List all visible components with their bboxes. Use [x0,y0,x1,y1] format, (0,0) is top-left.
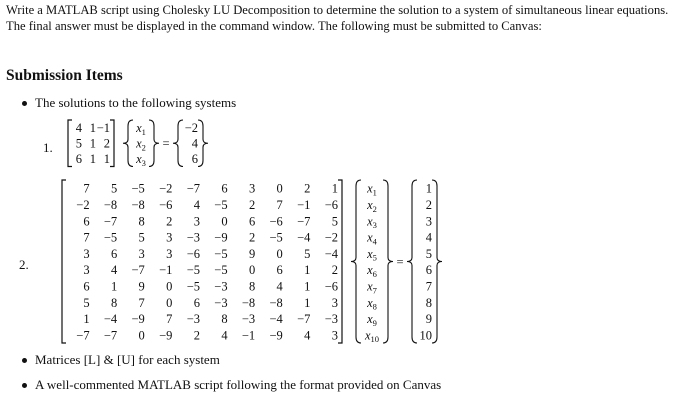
matrix-entry: −7 [297,312,311,327]
matrix-entry: 3 [166,230,173,245]
equals-sign: = [162,136,170,151]
matrix-entry: −7 [186,181,200,196]
unknown-variable: $x_3$ [367,214,377,231]
matrix-entry: −3 [214,279,228,294]
matrix-entry: −5 [269,230,283,245]
matrix-entry: 0 [276,246,283,261]
matrix-entry: 1 [304,263,311,278]
matrix-entry: −1 [96,121,110,136]
matrix-entry: 6 [193,295,200,310]
matrix-entry: 7 [276,198,283,213]
matrix-entry: −5 [186,263,200,278]
matrix-entry: 5 [304,246,311,261]
matrix-entry: 9 [248,246,256,261]
enum-number-2: 2. [19,257,29,272]
matrix-entry: −1 [159,263,173,278]
rhs-entry: 1 [425,181,432,196]
matrix-entry: −9 [159,328,173,343]
matrix-entry: 7 [166,312,173,327]
matrix-entry: −8 [241,295,256,310]
matrix-entry: −4 [324,246,338,261]
matrix-entry: 8 [248,279,256,294]
matrix-left-bracket [68,120,72,167]
matrix-entry: −4 [297,230,311,245]
matrix-entry: 0 [166,295,173,310]
rhs-left-brace [407,180,417,343]
matrix-entry: 6 [75,152,82,167]
matrix-entry: −6 [324,198,338,213]
matrix-entry: 6 [110,246,118,261]
matrix-entry: −5 [214,246,228,261]
rhs-entry: −2 [184,121,198,136]
matrix-entry: 9 [138,279,145,294]
matrix-entry: 0 [276,181,283,196]
matrix-entry: 6 [248,214,256,229]
matrix-entry: −4 [269,312,283,327]
matrix-entry: 2 [103,136,110,151]
rhs-entry: 4 [425,230,432,245]
matrix-entry: −6 [324,279,338,294]
matrix-entry: 3 [331,295,338,310]
unknown-variable: $x_8$ [367,295,377,312]
matrix-entry: 5 [83,295,90,310]
matrix-entry: 6 [221,181,228,196]
rhs-entry: 3 [425,214,432,229]
matrix-entry: −8 [131,198,145,213]
matrix-entry: 3 [83,263,90,278]
matrix-entry: −6 [269,214,283,229]
vector-right-brace [149,120,159,167]
matrix-entry: 0 [248,263,256,278]
matrix-entry: 5 [75,136,82,151]
matrix-entry: 7 [138,295,145,310]
equals-sign: = [396,254,404,269]
matrix-entry: −3 [241,312,256,327]
matrix-entry: 1 [304,279,311,294]
rhs-entry: 2 [425,198,432,213]
matrix-entry: −7 [131,263,145,278]
matrix-entry: −7 [76,328,90,343]
matrix-entry: 3 [331,328,338,343]
rhs-left-brace [173,120,183,167]
matrix-entry: 4 [221,328,228,343]
matrix-entry: −6 [186,246,200,261]
matrix-entry: 4 [75,121,82,136]
matrix-entry: 8 [221,312,228,327]
matrix-entry: −5 [186,279,200,294]
matrix-entry: 2 [166,214,173,229]
matrix-entry: −5 [214,198,228,213]
matrix-entry: −6 [159,198,173,213]
system-1-equation [64,118,244,172]
vector-left-brace [351,180,361,343]
rhs-entry: 7 [425,279,432,294]
unknown-variable: $x_2$ [136,136,146,153]
matrix-entry: 1 [83,312,90,327]
matrix-entry: 3 [166,246,173,261]
matrix-entry: −5 [214,263,228,278]
matrix-entry: 5 [331,214,338,229]
system-2-equation [58,178,478,348]
matrix-entry: −5 [131,181,145,196]
matrix-entry: −3 [324,312,338,327]
matrix-entry: −2 [159,181,173,196]
unknown-variable: $x_1$ [367,181,377,198]
vector-right-brace [383,180,393,343]
bullet-text: A well-commented MATLAB script following the format provided on Canvas [35,377,442,392]
unknown-variable: $x_2$ [367,198,377,214]
matrix-entry: 5 [110,181,118,196]
rhs-entry: 8 [425,295,432,310]
matrix-entry: −5 [103,230,118,245]
matrix-entry: −9 [131,312,145,327]
rhs-entry: 9 [425,312,432,327]
matrix-entry: 2 [304,181,311,196]
rhs-entry: 6 [191,152,198,167]
matrix-entry: −9 [214,230,228,245]
matrix-entry: 3 [248,181,256,196]
matrix-entry: 1 [89,152,96,167]
matrix-entry: 0 [138,328,145,343]
unknown-variable: $x_7$ [367,279,377,296]
matrix-entry: 7 [83,230,90,245]
matrix-entry: 1 [304,295,311,310]
matrix-entry: 4 [193,198,200,213]
matrix-entry: 1 [103,152,110,167]
unknown-variable: $x_9$ [367,312,377,328]
matrix-entry: 1 [110,279,118,294]
section-heading: Submission Items [6,67,123,84]
rhs-entry: 6 [425,263,432,278]
matrix-entry: 4 [304,328,311,343]
matrix-entry: 4 [276,279,283,294]
unknown-variable: $x_3$ [136,152,146,168]
matrix-entry: −8 [269,295,283,310]
matrix-entry: 5 [138,230,145,245]
matrix-entry: −2 [76,198,90,213]
matrix-entry: 6 [83,214,90,229]
matrix-entry: −7 [103,214,118,229]
matrix-entry: −3 [214,295,228,310]
matrix-entry: 3 [83,246,90,261]
bullet-text: The solutions to the following systems [35,95,237,110]
matrix-entry: 2 [248,198,256,213]
matrix-entry: 1 [89,136,96,151]
bullet-dot-icon [22,101,27,106]
matrix-entry: −1 [297,198,311,213]
matrix-entry: 7 [83,181,90,196]
matrix-entry: −7 [103,328,118,343]
matrix-entry: 2 [248,230,256,245]
matrix-entry: −9 [269,328,283,343]
matrix-entry: −7 [297,214,311,229]
bullet-text: Matrices [L] & [U] for each system [35,352,220,367]
matrix-entry: −4 [103,312,118,327]
unknown-variable: $x_5$ [367,246,377,263]
matrix-right-bracket [110,120,114,167]
enum-number-1: 1. [43,140,53,155]
matrix-entry: 0 [166,279,173,294]
rhs-entry: 10 [419,328,432,343]
matrix-entry: −2 [324,230,338,245]
rhs-entry: 4 [191,136,198,151]
intro-paragraph: Write a MATLAB script using Cholesky LU Decomposition to determine the solution to a system of simultaneous linear equations. The final answer must be displayed in the command window. The following must be submitted to Canvas: [6,3,669,33]
matrix-entry: −1 [241,328,256,343]
matrix-entry: 3 [138,246,145,261]
matrix-entry: 4 [110,263,118,278]
matrix-entry: 1 [331,181,338,196]
vector-left-brace [123,120,133,167]
rhs-entry: 5 [425,246,432,261]
matrix-entry: 0 [221,214,228,229]
unknown-variable: $x_{10}$ [364,328,380,345]
matrix-entry: −3 [186,312,200,327]
matrix-entry: 2 [331,263,338,278]
matrix-left-bracket [62,180,66,343]
unknown-variable: $x_4$ [367,230,377,247]
matrix-entry: 3 [193,214,200,229]
unknown-variable: $x_1$ [136,121,146,137]
matrix-entry: 6 [83,279,90,294]
bullet-dot-icon [22,358,27,363]
matrix-entry: 8 [110,295,118,310]
matrix-entry: 8 [138,214,145,229]
matrix-entry: 1 [89,121,96,136]
matrix-entry: −3 [186,230,200,245]
bullet-dot-icon [22,383,27,388]
matrix-entry: 2 [193,328,200,343]
matrix-right-bracket [338,180,342,343]
rhs-right-brace [198,120,208,167]
rhs-right-brace [432,180,442,343]
matrix-entry: −8 [103,198,118,213]
unknown-variable: $x_6$ [367,263,377,279]
matrix-entry: 6 [276,263,283,278]
